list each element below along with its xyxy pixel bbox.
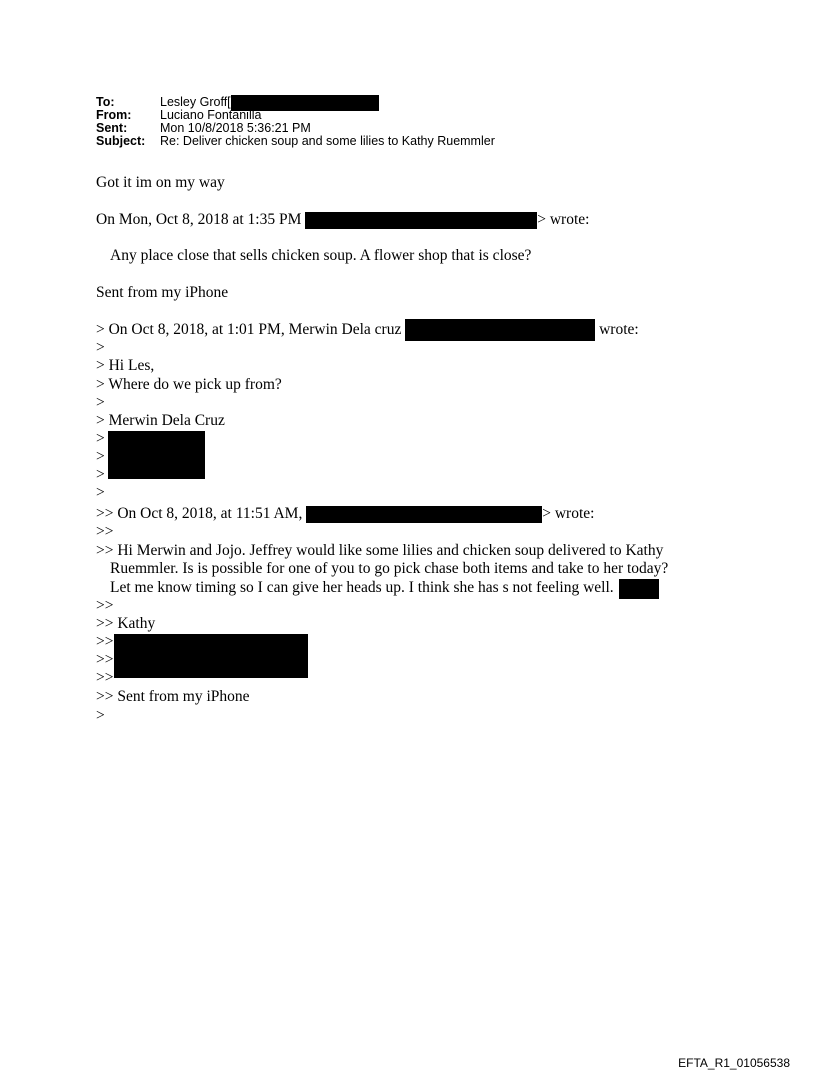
quote3-sent: >> Sent from my iPhone [96, 688, 250, 705]
quote3-end: > [96, 707, 105, 724]
quote3-sender-redaction [306, 506, 542, 523]
quote3-line-3-text: Let me know timing so I can give her heads up. I think she has s not feeling well. [110, 579, 614, 596]
quote3-blank-2: >> [96, 597, 114, 614]
quote3-intro-post: > wrote: [542, 505, 595, 522]
email-header [96, 96, 495, 148]
quote3-signature-redaction [114, 634, 308, 678]
to-label: To: [96, 95, 115, 109]
quote3-blank-1: >> [96, 523, 114, 540]
quote3-inline-redaction [619, 579, 659, 599]
subject-row [96, 135, 495, 148]
quote3-line-2: Ruemmler. Is is possible for one of you to go pick chase both items and take to her today? [110, 560, 669, 577]
quote2-blank-2: > [96, 394, 105, 411]
reply-text: Got it im on my way [96, 174, 225, 191]
from-label: From: [96, 108, 132, 122]
to-row [96, 96, 495, 109]
quote1-intro-pre: On Mon, Oct 8, 2018 at 1:35 PM [96, 211, 306, 228]
quote2-intro-pre: > On Oct 8, 2018, at 1:01 PM, Merwin Dela cruz [96, 321, 406, 338]
quote2-sender-redaction [405, 319, 595, 341]
quote1-intro-post: > wrote: [537, 211, 590, 228]
quote3-signature: >> Kathy [96, 615, 156, 632]
quote2-greeting: > Hi Les, [96, 357, 155, 374]
quote1-intro [96, 211, 589, 229]
sent-value: Mon 10/8/2018 5:36:21 PM [160, 121, 311, 135]
quote2-signature-redaction [108, 431, 205, 479]
quote3-redact-line-2: >> [96, 651, 114, 668]
quote1-sender-redaction [305, 212, 537, 229]
quote2-signature: > Merwin Dela Cruz [96, 412, 225, 429]
subject-value: Re: Deliver chicken soup and some lilies to Kathy Ruemmler [160, 134, 495, 148]
quote3-line-1: >> Hi Merwin and Jojo. Jeffrey would like some lilies and chicken soup delivered to Kathy [96, 542, 664, 559]
quote2-blank-3: > [96, 484, 105, 501]
quote3-line-3 [110, 579, 659, 597]
document-id: EFTA_R1_01056538 [678, 1056, 790, 1070]
quote3-redact-line-1: >> [96, 633, 114, 650]
quote1-signature: Sent from my iPhone [96, 284, 229, 301]
quote2-redact-line-2: > [96, 448, 105, 465]
subject-label: Subject: [96, 134, 146, 148]
quote2-redact-line-3: > [96, 466, 105, 483]
from-value: Luciano Fontanilla [160, 108, 262, 122]
quote2-redact-line-1: > [96, 430, 105, 447]
quote2-question: > Where do we pick up from? [96, 376, 282, 393]
sent-label: Sent: [96, 121, 128, 135]
quote2-blank-1: > [96, 339, 105, 356]
to-value: Lesley Groff[ [160, 95, 231, 109]
quote3-intro-pre: >> On Oct 8, 2018, at 11:51 AM, [96, 505, 307, 522]
quote2-intro [96, 321, 639, 339]
quote1-text: Any place close that sells chicken soup. A flower shop that is close? [110, 247, 532, 264]
quote3-redact-line-3: >> [96, 669, 114, 686]
quote2-intro-post: wrote: [595, 321, 639, 338]
quote3-intro [96, 505, 594, 523]
